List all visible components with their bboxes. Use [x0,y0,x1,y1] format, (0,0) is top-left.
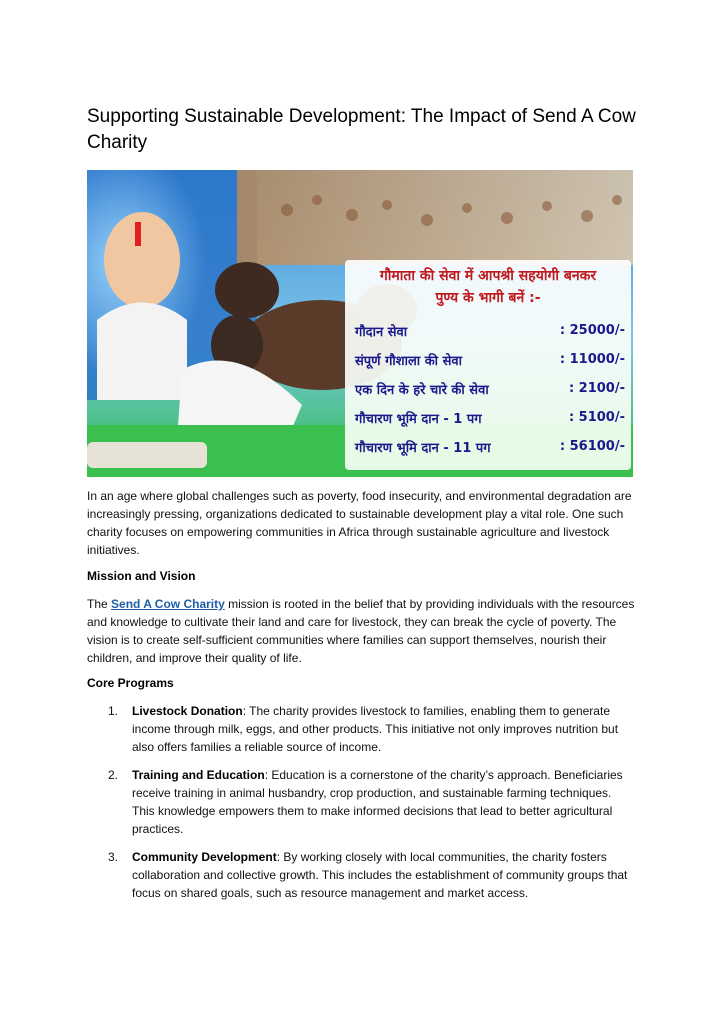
banner-row [355,345,625,374]
list-item [108,766,628,838]
banner-row [355,403,625,432]
banner-image [87,170,633,477]
list-item [108,702,628,756]
banner-row [355,316,625,345]
banner-row [355,374,625,403]
mission-suffix: mission is rooted in the belief that by providing individuals with the resources and knowledge to cultivate their land and care for livestock, they can break the cycle of poverty. The vision is to create self-sufficient communities where families can support themselves, nourish their children, and improve their quality of life. [87,597,635,665]
list-item-number: 1. [108,704,119,718]
list-item-title: Livestock Donation [132,704,243,718]
list-item-text: : Education is a cornerstone of the charity’s approach. Beneficiaries receive training in animal husbandry, crop production, and sustainable farming techniques. This knowledge empowers them to make informed decisions that lead to better agricultural practices. [132,768,623,836]
list-item-title: Community Development [132,850,277,864]
programs-heading: Core Programs [87,676,174,690]
banner-row-label: एक दिन के हरे चारे की सेवा [355,382,489,398]
banner-row-label: गौचारण भूमि दान - 1 पग [355,411,482,427]
intro-paragraph: In an age where global challenges such as poverty, food insecurity, and environmental degradation are increasingly pressing, organizations dedicated to sustainable development play a vital role. One such charity focuses on empowering communities in Africa through sustainable agriculture and livestock initiatives. [87,489,632,557]
list-item-number: 2. [108,768,119,782]
list-item-title: Training and Education [132,768,265,782]
banner-row-label: संपूर्ण गौशाला की सेवा [355,353,462,369]
banner-row-label: गौदान सेवा [355,324,408,340]
list-item-text: : The charity provides livestock to families, enabling them to generate income through milk, eggs, and other products. This initiative not only improves nutrition but also offers families a reliable source of income. [132,704,619,754]
banner-rows [355,316,625,461]
list-item-text: : By working closely with local communities, the charity fosters collaboration and collective growth. This includes the establishment of community groups that focus on shared goals, such as resource management and market access. [132,850,628,900]
banner-row-amount: : 56100/- [559,439,625,454]
banner-row [355,432,625,461]
list-item-number: 3. [108,850,119,864]
page-title: Supporting Sustainable Development: The Impact of Send A Cow Charity [87,106,636,153]
list-item [108,848,628,902]
banner-headline-line2: पुण्य के भागी बनें :- [435,290,541,306]
mission-heading: Mission and Vision [87,569,196,583]
banner-row-amount: : 2100/- [568,381,625,396]
banner-headline-line1: गौमाता की सेवा में आपश्री सहयोगी बनकर [379,268,597,284]
send-a-cow-link[interactable]: Send A Cow Charity [111,597,225,611]
mission-paragraph [87,595,635,667]
banner-row-amount: : 25000/- [559,323,625,338]
banner-row-label: गौचारण भूमि दान - 11 पग [355,440,491,456]
programs-list [108,702,628,902]
banner-row-amount: : 11000/- [559,352,625,367]
mission-prefix: The [87,597,112,611]
banner-row-amount: : 5100/- [568,410,625,425]
